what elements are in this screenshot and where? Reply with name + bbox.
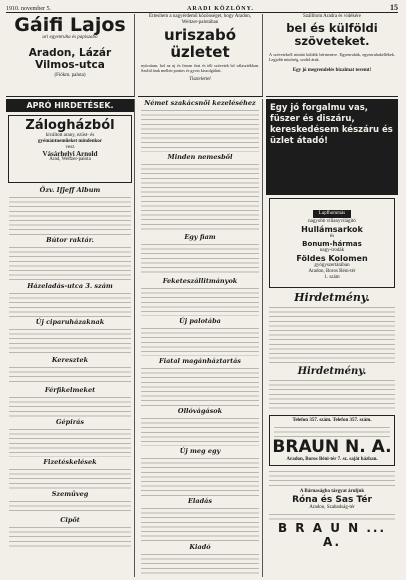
ad-title-ozv: Özv. Ifjeff Album [39, 186, 101, 194]
ad-title-fiatal: Fiatal magánháztartás [159, 357, 241, 365]
ad-text-egy [141, 242, 259, 276]
ad-text-uj [141, 326, 259, 356]
paper-title: ARADI KÖZLÖNY. [187, 6, 254, 12]
ad-text-cipo [9, 525, 131, 547]
ad-title-ferfi: Férfikelmeket [44, 386, 96, 394]
braun-phone: Telefon 357. szám. Telefon 357. szám. [292, 418, 372, 423]
misc-text [269, 469, 395, 487]
ad-text-nemet [141, 108, 259, 152]
pharmacy-line-5: nagy-irodák [319, 248, 345, 253]
pharmacy-line-2: Hullámsarkok [301, 225, 363, 234]
ad-title-egy: Egy fiam [184, 233, 216, 241]
pharmacy-line-4: Bonum-hármas [302, 240, 362, 248]
ad-text-ciparuhaz [9, 327, 131, 355]
tailor-desc: uri egyenruha és papiszabó [42, 35, 98, 40]
ad-title-szemuveg: Szemüveg [51, 490, 89, 498]
braun-intro [274, 425, 390, 437]
ad-text-eladas [141, 506, 259, 542]
column-left [6, 99, 135, 577]
tailor-name: Gáifi Lajos [14, 14, 126, 36]
ad-title-cipo: Cipőt [60, 516, 80, 524]
ad-text-szemuveg [9, 499, 131, 515]
supply-headline: bel és külföldi szöveteket. [286, 21, 378, 48]
ad-text-ozv [9, 195, 131, 235]
pawn-line-3: vesz [65, 145, 75, 150]
pharmacy-ad [269, 198, 395, 288]
column-right [266, 99, 398, 577]
ad-text-gepiras [9, 427, 131, 457]
ad-text-fekete [141, 286, 259, 316]
pharmacy-line-6: Földes Kolomen [296, 254, 368, 263]
top-right-ad [266, 14, 398, 97]
ad-text-kiado [141, 552, 259, 576]
ad-title-kereszt: Keresztek [51, 356, 89, 364]
supply-note: Egy jó megrendelés bizalmat teremt! [292, 68, 372, 74]
top-middle-ad [138, 14, 263, 97]
page-header [6, 3, 398, 13]
braun-address: Aradon, Boros Béni-tér 7. sz. saját házban. [286, 457, 378, 462]
ad-title-eladas: Eladás [187, 497, 213, 505]
top-left-ad [6, 14, 135, 97]
ad-title-hazi: Házeladás-utca 3. szám [27, 282, 113, 290]
announcement-text [269, 305, 395, 365]
ad-title-minden: Minden nemesből [167, 153, 233, 161]
announcement-title: Hirdetmény. [294, 291, 370, 304]
pharmacy-line-3: és [329, 234, 335, 239]
intro-text: Értesítem a nagyérdemű közönséget, hogy Aradon, Weitzer-palotában [148, 14, 252, 25]
ad-text-butor [9, 245, 131, 281]
bottom-address: Aradon, Szabadság-tér [309, 505, 355, 510]
ad-title-butor: Bútor raktár. [46, 236, 94, 244]
column-middle [138, 99, 263, 577]
tailor-note: (Fiókm. palota) [54, 73, 86, 78]
ad-text-ollaves [141, 416, 259, 446]
shop-sign: Tisztelettel [189, 77, 211, 83]
pharmacy-line-9: 1. szám [324, 275, 340, 280]
ad-text-minden [141, 162, 259, 232]
pawn-line-5: Arad, Weitzer-palota [49, 157, 91, 162]
shop-body: nyitottam, hol az uj és finom őszi és téli szövetek bő választékban. Szolid árak mellett pontos és gyors kiszolgálást. [141, 63, 259, 74]
shop-sale-ad: Egy jó forgalmu vas, füszer és diszáru, kereskedésem készáru és üzlet átadó! [266, 99, 398, 195]
pharmacy-line-1: nagyobb villanyvilágitó [308, 219, 356, 224]
pawn-title: Zálogházból [25, 118, 115, 133]
ad-text-kereszt [9, 365, 131, 385]
pharmacy-line-8: Aradon, Boros Béni-tér [308, 269, 356, 274]
announcement-title-2: Hirdetmény. [297, 366, 367, 377]
ad-text-fizetes [9, 467, 131, 489]
bottom-line: A Bárnaságba tárgyat áruljuk [299, 489, 365, 494]
pawn-line-2: gyémántneműeket mindenkor [37, 139, 103, 144]
supply-body: A szövetekről mintát küldök bérmentve. Egyenruhák, egyenruhakellékek. Legjobb minőség, szolid árak. [269, 52, 395, 63]
pawn-ad [8, 115, 132, 183]
ad-title-fekete: Feketeszállitmányok [162, 277, 238, 285]
ad-title-ciparuhaz: Új ciparuházaknak [35, 318, 105, 326]
classifieds-heading: APRÓ HIRDETÉSEK. [6, 99, 134, 112]
ad-title-kiado: Kiadó [189, 543, 211, 551]
page-number: 15 [389, 3, 398, 12]
pharmacy-line-7: gyógyszertárában [314, 263, 350, 268]
bottom-name: Róna és Sas Tér [292, 495, 372, 505]
pawn-line-1: kiváltott arany, ezüst- és [45, 133, 95, 138]
issue-date: 1910. november 5. [6, 6, 51, 12]
pawn-line-4: Vásárhelyi Arnold [42, 150, 98, 158]
bottom-text [269, 512, 395, 520]
ad-title-nemet: Német szakácsnői kezeléséhez [144, 99, 256, 107]
tailor-address: Aradon, Lázár Vilmos-utca [28, 47, 112, 71]
ad-title-fizetes: Fizetéskelések [43, 458, 97, 466]
ad-title-gepiras: Gépirás [56, 418, 84, 426]
shop-headline: uriszabó üzletet [163, 26, 237, 61]
ad-text-hazi [9, 291, 131, 317]
ad-title-ujmeg: Új meg egy [179, 447, 221, 455]
braun-name: BRAUN N. A. [272, 437, 392, 457]
ad-text-fiatal [141, 366, 259, 406]
ad-text-ferfi [9, 395, 131, 417]
ad-title-ollaves: Ollóvágások [177, 407, 223, 415]
supply-intro: Szállítom Aradra és vidékére [303, 14, 361, 19]
pharmacy-tag: Lapfhommás [313, 210, 351, 218]
bottom-big: B R A U N ... A. [277, 521, 387, 549]
ad-title-uj: Új palotába [179, 317, 221, 325]
announcement-text-2 [269, 378, 395, 412]
braun-ad [269, 415, 395, 466]
ad-text-ujmeg [141, 456, 259, 496]
